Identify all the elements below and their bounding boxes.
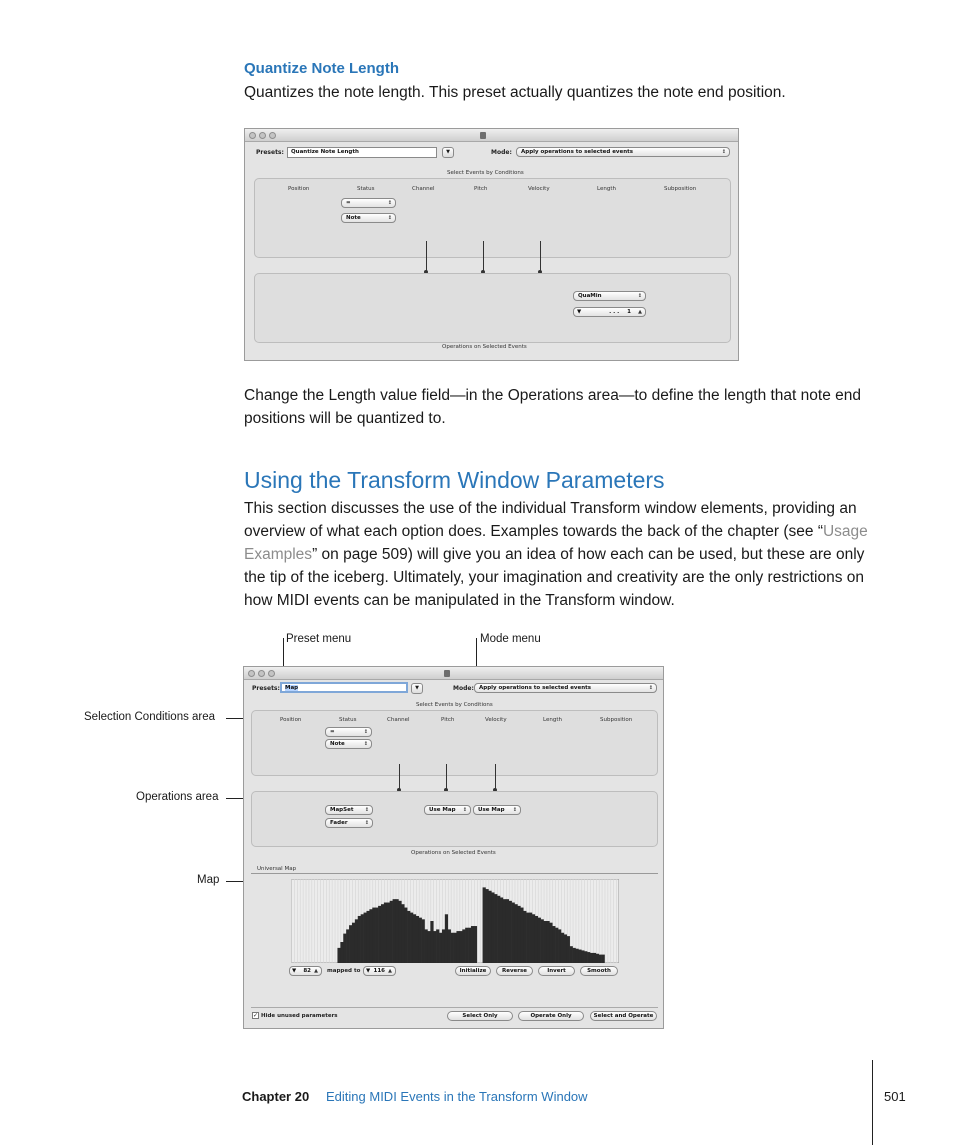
window-titlebar (245, 129, 738, 142)
map-value-bar[interactable] (564, 934, 567, 963)
status-value: Note (346, 215, 361, 221)
presets-field[interactable]: Quantize Note Length (287, 147, 437, 158)
map-value-bar[interactable] (485, 889, 488, 963)
map-value-bar[interactable] (395, 899, 398, 963)
map-value-bar[interactable] (570, 946, 573, 963)
mode-popup[interactable] (474, 683, 657, 693)
map-value-bar[interactable] (416, 916, 419, 963)
map-value-bar[interactable] (468, 928, 471, 963)
intro-text-end: ” on page 509) will give you an idea of how each can be used, but these are only the tip of the iceberg. Ultimately, your imagination and creativity are the only restrictions on how MIDI events can be manipulated in the Transform window. (244, 546, 865, 609)
invert-button[interactable]: Invert (538, 966, 575, 976)
operations-area (254, 273, 731, 343)
map-to-field[interactable] (363, 966, 396, 976)
callout-operations: Operations area (136, 791, 219, 803)
status-fader-popup[interactable] (325, 818, 373, 828)
map-value-bar[interactable] (436, 929, 439, 963)
length-value-field[interactable] (573, 307, 646, 317)
status-fader-value: Fader (330, 820, 348, 826)
length-decrement-icon[interactable]: ▼ (577, 309, 582, 315)
map-value-bar[interactable] (567, 936, 570, 963)
map-value-bar[interactable] (459, 931, 462, 963)
pitch-operation-popup[interactable] (424, 805, 471, 815)
map-value-bar[interactable] (439, 933, 442, 963)
map-value-bar[interactable] (390, 901, 393, 963)
map-value-bar[interactable] (517, 906, 520, 963)
map-value-bar[interactable] (575, 949, 578, 963)
map-value-bar[interactable] (491, 892, 494, 963)
select-and-operate-button[interactable]: Select and Operate (590, 1011, 657, 1021)
to-label: to (354, 968, 361, 974)
map-value-bar[interactable] (578, 950, 581, 963)
map-value-bar[interactable] (410, 913, 413, 963)
map-value-bar[interactable] (494, 894, 497, 963)
universal-map-graph[interactable] (291, 879, 619, 963)
select-only-button[interactable]: Select Only (447, 1011, 513, 1021)
map-value-bar[interactable] (526, 913, 529, 963)
map-value-bar[interactable] (596, 954, 599, 963)
column-channel: Channel (412, 186, 435, 192)
bottom-divider (251, 1007, 658, 1008)
map-value-bar[interactable] (456, 931, 459, 963)
popup-arrows-icon: ↕ (387, 200, 392, 206)
map-value-bar[interactable] (340, 942, 343, 963)
popup-arrows-icon: ↕ (363, 741, 368, 747)
usage-examples-link[interactable]: Usage Examples (244, 523, 868, 563)
map-value-bar[interactable] (372, 908, 375, 963)
map-value-bar[interactable] (430, 921, 433, 963)
map-value-bar[interactable] (546, 921, 549, 963)
zoom-window-icon[interactable] (269, 132, 276, 139)
close-window-icon[interactable] (248, 670, 255, 677)
hide-unused-checkbox[interactable]: ✓ (253, 1012, 259, 1019)
popup-arrows-icon: ↕ (387, 215, 392, 221)
popup-arrows-icon: ↕ (462, 807, 467, 813)
column-length: Length (543, 717, 562, 723)
status-operation-value: MapSet (330, 807, 354, 813)
footer-chapter-title[interactable]: Editing MIDI Events in the Transform Window (326, 1089, 588, 1104)
column-length: Length (597, 186, 616, 192)
mode-popup[interactable] (516, 147, 730, 157)
map-value-bar[interactable] (419, 918, 422, 963)
presets-value: Map (285, 685, 299, 691)
column-pitch: Pitch (441, 717, 455, 723)
map-value-bar[interactable] (404, 908, 407, 963)
conditions-title: Select Events by Conditions (416, 702, 493, 708)
status-operator-value: = (330, 729, 335, 735)
callout-mode-menu: Mode menu (480, 633, 541, 645)
section-heading-transform-parameters: Using the Transform Window Parameters (244, 467, 665, 493)
map-value-bar[interactable] (549, 923, 552, 963)
page-number: 501 (884, 1089, 906, 1104)
map-to-increment-icon[interactable]: ▲ (388, 968, 392, 974)
presets-label: Presets: (252, 685, 280, 692)
length-field-note: Change the Length value field—in the Operations area—to define the length that note end positions will be quantized to. (244, 387, 861, 427)
footer-divider (872, 1060, 873, 1145)
length-increment-icon[interactable]: ▲ (638, 309, 642, 315)
map-value-bar[interactable] (593, 953, 596, 963)
mode-label: Mode: (491, 149, 512, 156)
column-channel: Channel (387, 717, 410, 723)
popup-arrows-icon: ↕ (364, 807, 369, 813)
map-value-bar[interactable] (398, 901, 401, 963)
mapped-label: mapped (327, 968, 352, 974)
map-value-bar[interactable] (361, 914, 364, 963)
mode-value: Apply operations to selected events (479, 685, 592, 691)
minimize-window-icon[interactable] (259, 132, 266, 139)
map-value-bar[interactable] (529, 913, 532, 963)
map-value-bar[interactable] (375, 908, 378, 963)
map-value-bar[interactable] (433, 931, 436, 963)
map-value-bar[interactable] (393, 899, 396, 963)
map-value-bar[interactable] (352, 923, 355, 963)
map-from-increment-icon[interactable]: ▲ (314, 968, 318, 974)
reverse-button[interactable]: Reverse (496, 966, 533, 976)
smooth-button[interactable]: Smooth (580, 966, 618, 976)
map-value-bar[interactable] (355, 919, 358, 963)
map-to-value: 116 (373, 968, 385, 974)
map-value-bar[interactable] (465, 928, 468, 963)
length-dots: . . . (609, 309, 620, 315)
length-operation-value: QuaMin (578, 293, 602, 299)
status-operation-popup[interactable] (325, 805, 373, 815)
map-value-bar[interactable] (538, 918, 541, 963)
map-value-bar[interactable] (509, 901, 512, 963)
map-value-bar[interactable] (506, 899, 509, 963)
map-value-bar[interactable] (422, 919, 425, 963)
map-value-bar[interactable] (378, 906, 381, 963)
map-value-bar[interactable] (599, 955, 602, 963)
map-value-bar[interactable] (573, 948, 576, 963)
map-value-bar[interactable] (442, 929, 445, 963)
column-position: Position (288, 186, 310, 192)
popup-arrows-icon: ↕ (648, 685, 653, 691)
popup-arrows-icon: ↕ (721, 149, 726, 155)
map-value-bar[interactable] (523, 911, 526, 963)
map-value-bar[interactable] (448, 929, 451, 963)
minimize-window-icon[interactable] (258, 670, 265, 677)
map-value-bar[interactable] (561, 933, 564, 963)
map-value-bar[interactable] (515, 904, 518, 963)
column-subposition: Subposition (600, 717, 633, 723)
selection-conditions-area (251, 710, 658, 776)
column-velocity: Velocity (528, 186, 550, 192)
transform-window-screenshot-2 (243, 666, 664, 1029)
callout-selection-conditions: Selection Conditions area (84, 711, 216, 723)
intro-text-start: This section discusses the use of the individual Transform window elements, providing an overview of what each option does. Examples towards the back of the chapter (see “ (244, 500, 857, 540)
map-value-bar[interactable] (558, 929, 561, 963)
status-operator-popup[interactable] (341, 198, 396, 208)
popup-arrows-icon: ↕ (363, 729, 368, 735)
map-value-bar[interactable] (541, 919, 544, 963)
operations-area (251, 791, 658, 847)
map-value-bar[interactable] (587, 952, 590, 963)
map-value-bar[interactable] (512, 903, 515, 963)
popup-arrows-icon: ↕ (637, 293, 642, 299)
map-value-bar[interactable] (369, 909, 372, 963)
conditions-title: Select Events by Conditions (447, 170, 524, 176)
section-heading-quantize: Quantize Note Length (244, 60, 399, 77)
map-value-bar[interactable] (427, 931, 430, 963)
selection-conditions-area (254, 178, 731, 258)
presets-label: Presets: (256, 149, 284, 156)
column-pitch: Pitch (474, 186, 488, 192)
map-value-bar[interactable] (602, 955, 605, 963)
callout-preset-menu: Preset menu (286, 633, 352, 645)
map-value-bar[interactable] (590, 953, 593, 963)
window-titlebar (244, 667, 663, 680)
map-value-bar[interactable] (462, 929, 465, 963)
map-value-bar[interactable] (337, 948, 340, 963)
map-value-bar[interactable] (343, 934, 346, 963)
map-value-bar[interactable] (581, 950, 584, 963)
map-value-bar[interactable] (535, 916, 538, 963)
callout-map: Map (197, 874, 220, 886)
map-value-bar[interactable] (584, 951, 587, 963)
document-icon (480, 132, 486, 139)
universal-map-divider (251, 873, 658, 874)
map-value-bar[interactable] (552, 926, 555, 963)
map-value-bar[interactable] (401, 904, 404, 963)
length-value: 1 (627, 309, 631, 315)
pitch-operation-value: Use Map (429, 807, 456, 813)
map-value-bar[interactable] (445, 914, 448, 963)
status-value-popup[interactable] (325, 739, 372, 749)
document-icon (444, 670, 450, 677)
map-value-bar[interactable] (381, 904, 384, 963)
map-value-bar[interactable] (364, 913, 367, 963)
column-status: Status (339, 717, 357, 723)
map-value-bar[interactable] (555, 928, 558, 963)
velocity-operation-popup[interactable] (473, 805, 521, 815)
popup-arrows-icon: ↕ (364, 820, 369, 826)
presets-dropdown-icon[interactable]: ▼ (411, 683, 423, 694)
map-value-bar[interactable] (358, 916, 361, 963)
column-velocity: Velocity (485, 717, 507, 723)
mode-value: Apply operations to selected events (521, 149, 634, 155)
map-value-bar[interactable] (425, 929, 428, 963)
velocity-operation-value: Use Map (478, 807, 505, 813)
column-position: Position (280, 717, 302, 723)
map-to-decrement-icon[interactable]: ▼ (366, 968, 371, 974)
zoom-window-icon[interactable] (268, 670, 275, 677)
status-operator-popup[interactable] (325, 727, 372, 737)
map-value-bar[interactable] (366, 911, 369, 963)
status-operator-value: = (346, 200, 351, 206)
map-value-bar[interactable] (454, 933, 457, 963)
hide-unused-label: Hide unused parameters (261, 1013, 338, 1019)
map-value-bar[interactable] (497, 896, 500, 963)
column-subposition: Subposition (664, 186, 697, 192)
map-value-bar[interactable] (474, 926, 477, 963)
map-from-decrement-icon[interactable]: ▼ (292, 968, 297, 974)
section-description: Quantizes the note length. This preset actually quantizes the note end position. (244, 84, 786, 101)
transform-window-screenshot-1 (244, 128, 739, 361)
map-value-bar[interactable] (407, 911, 410, 963)
length-operation-popup[interactable] (573, 291, 646, 301)
mode-label: Mode: (453, 685, 474, 692)
status-value: Note (330, 741, 345, 747)
map-value-bar[interactable] (544, 921, 547, 963)
map-value-bar[interactable] (532, 914, 535, 963)
close-window-icon[interactable] (249, 132, 256, 139)
map-value-bar[interactable] (483, 887, 486, 963)
footer-chapter: Chapter 20 (242, 1089, 310, 1104)
map-value-bar[interactable] (346, 929, 349, 963)
map-value-bar[interactable] (520, 908, 523, 963)
universal-map-label: Universal Map (257, 866, 297, 872)
operations-title: Operations on Selected Events (442, 344, 527, 350)
presets-dropdown-icon[interactable]: ▼ (442, 147, 454, 158)
map-value-bar[interactable] (471, 926, 474, 963)
map-value-bar[interactable] (384, 903, 387, 963)
map-value-bar[interactable] (500, 897, 503, 963)
column-status: Status (357, 186, 375, 192)
transform-parameters-intro (244, 497, 884, 612)
map-from-value: 82 (303, 968, 311, 974)
map-value-bar[interactable] (413, 914, 416, 963)
map-value-bar[interactable] (451, 933, 454, 963)
map-value-bar[interactable] (503, 899, 506, 963)
presets-field[interactable] (280, 682, 408, 693)
initialize-button[interactable]: Initialize (455, 966, 491, 976)
map-value-bar[interactable] (488, 891, 491, 963)
popup-arrows-icon: ↕ (512, 807, 517, 813)
map-value-bar[interactable] (387, 903, 390, 963)
map-from-field[interactable] (289, 966, 322, 976)
status-value-popup[interactable] (341, 213, 396, 223)
operate-only-button[interactable]: Operate Only (518, 1011, 584, 1021)
operations-title: Operations on Selected Events (411, 850, 496, 856)
map-value-bar[interactable] (349, 925, 352, 963)
